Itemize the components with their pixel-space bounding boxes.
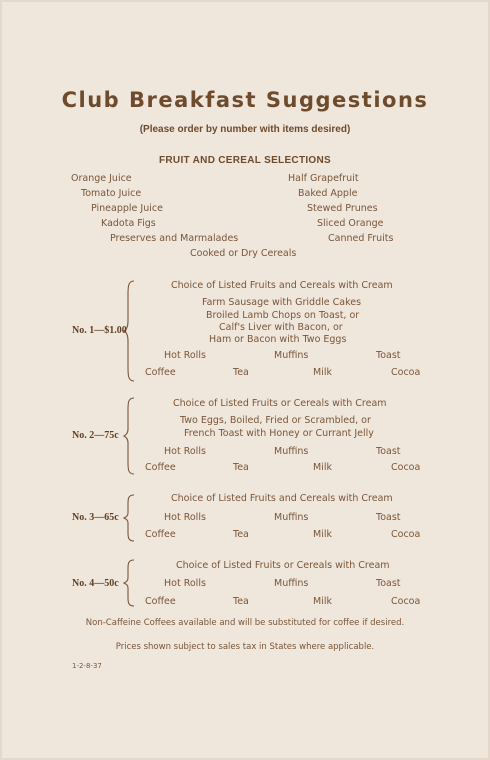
brace-icon — [124, 560, 138, 606]
drink-option: Tea — [233, 596, 249, 607]
menu-title: Club Breakfast Suggestions — [61, 88, 429, 112]
fruit-item: Pineapple Juice — [91, 203, 163, 214]
brace-icon — [124, 398, 138, 474]
bread-option: Toast — [376, 446, 401, 457]
bread-option: Muffins — [274, 446, 309, 457]
drink-option: Milk — [313, 367, 332, 378]
bread-option: Hot Rolls — [164, 512, 206, 523]
drink-option: Coffee — [145, 367, 176, 378]
drink-option: Cocoa — [391, 462, 421, 473]
date-code: 1-2-8-37 — [72, 662, 102, 670]
fruit-item: Preserves and Marmalades — [110, 233, 239, 244]
drink-option: Milk — [313, 462, 332, 473]
drink-option: Tea — [233, 367, 249, 378]
choice-line: Choice of Listed Fruits or Cereals with Cream — [176, 560, 390, 571]
main-dish: Broiled Lamb Chops on Toast, or — [206, 310, 360, 321]
brace-icon — [124, 495, 138, 541]
main-dish: Ham or Bacon with Two Eggs — [209, 334, 347, 345]
drink-option: Milk — [313, 529, 332, 540]
bread-option: Muffins — [274, 578, 309, 589]
fruit-item: Orange Juice — [71, 173, 132, 184]
price-label: No. 2—75c — [72, 430, 119, 441]
choice-line: Choice of Listed Fruits and Cereals with Cream — [171, 280, 393, 291]
price-label: No. 3—65c — [72, 512, 119, 523]
choice-line: Choice of Listed Fruits or Cereals with Cream — [173, 398, 387, 409]
bread-option: Toast — [376, 350, 401, 361]
drink-option: Tea — [233, 462, 249, 473]
drink-option: Milk — [313, 596, 332, 607]
bread-option: Hot Rolls — [164, 350, 206, 361]
drink-option: Coffee — [145, 596, 176, 607]
menu-subtitle: (Please order by number with items desired) — [139, 124, 351, 135]
main-dish: Two Eggs, Boiled, Fried or Scrambled, or — [180, 415, 371, 426]
bread-option: Toast — [376, 578, 401, 589]
main-dish: Farm Sausage with Griddle Cakes — [202, 297, 362, 308]
bread-option: Hot Rolls — [164, 446, 206, 457]
decaf-note: Non-Caffeine Coffees available and will be substituted for coffee if desired. — [85, 618, 405, 628]
choice-line: Choice of Listed Fruits and Cereals with Cream — [171, 493, 393, 504]
drink-option: Coffee — [145, 529, 176, 540]
bread-option: Muffins — [274, 512, 309, 523]
drink-option: Cocoa — [391, 367, 421, 378]
main-dish: Calf's Liver with Bacon, or — [219, 322, 343, 333]
tax-note: Prices shown subject to sales tax in States where applicable. — [115, 642, 375, 652]
drink-option: Tea — [233, 529, 249, 540]
price-label: No. 4—50c — [72, 578, 119, 589]
bread-option: Muffins — [274, 350, 309, 361]
fruit-item: Baked Apple — [298, 188, 358, 199]
main-dish: French Toast with Honey or Currant Jelly — [184, 428, 374, 439]
drink-option: Coffee — [145, 462, 176, 473]
fruit-cereal-heading: FRUIT AND CEREAL SELECTIONS — [159, 155, 331, 166]
fruit-item: Canned Fruits — [328, 233, 394, 244]
bread-option: Hot Rolls — [164, 578, 206, 589]
price-label: No. 1—$1.00 — [72, 325, 127, 336]
fruit-item: Cooked or Dry Cereals — [190, 248, 297, 259]
bread-option: Toast — [376, 512, 401, 523]
fruit-item: Stewed Prunes — [307, 203, 378, 214]
drink-option: Cocoa — [391, 529, 421, 540]
fruit-item: Kadota Figs — [101, 218, 156, 229]
fruit-item: Sliced Orange — [317, 218, 384, 229]
fruit-item: Half Grapefruit — [288, 173, 359, 184]
fruit-item: Tomato Juice — [81, 188, 142, 199]
drink-option: Cocoa — [391, 596, 421, 607]
